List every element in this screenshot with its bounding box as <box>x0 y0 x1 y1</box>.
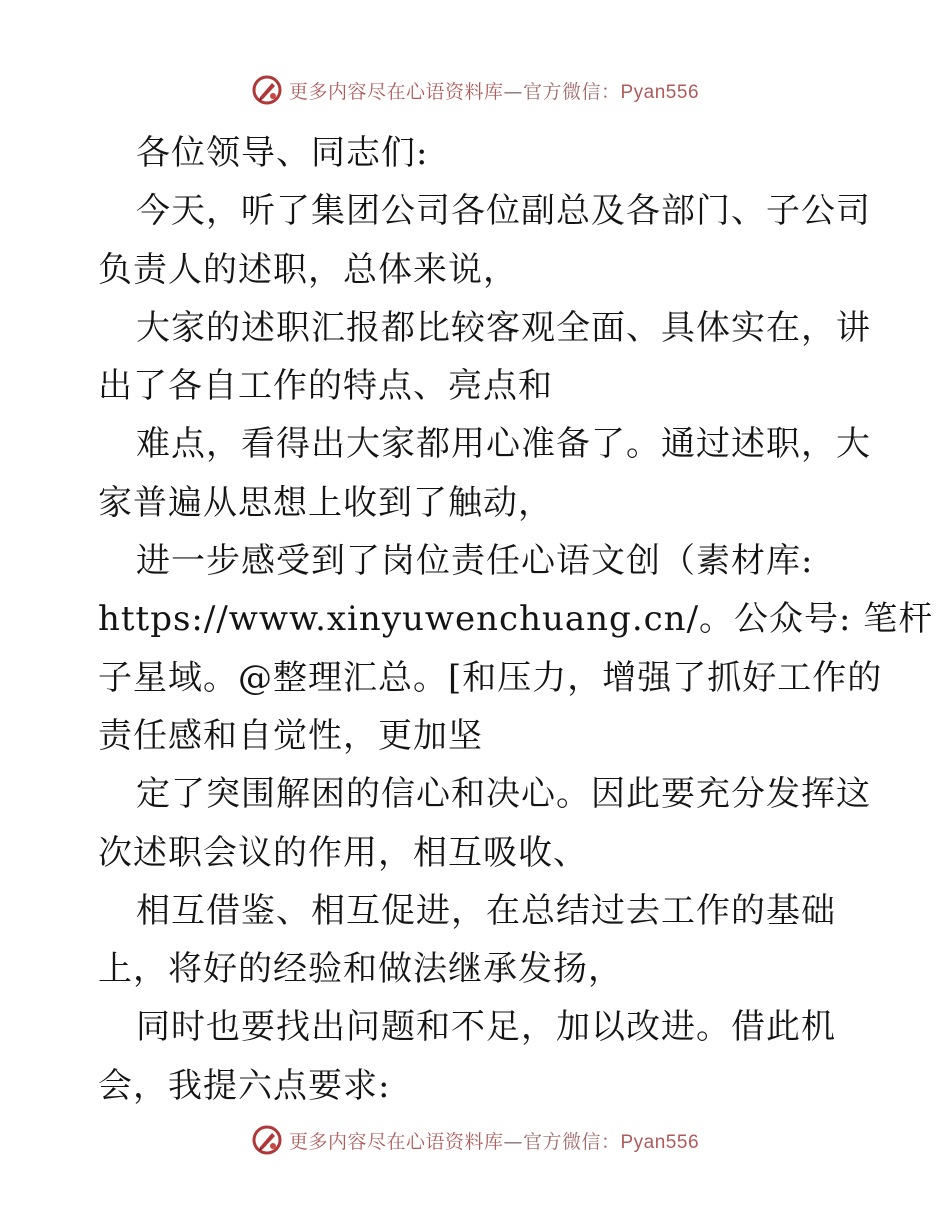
paragraph-line: 今天，听了集团公司各位副总及各部门、子公司 <box>136 191 871 232</box>
paragraph-line: 同时也要找出问题和不足，加以改进。借此机 <box>136 1007 836 1048</box>
footer-banner <box>0 1120 950 1160</box>
header-separator: — <box>503 80 523 103</box>
paragraph-line: 上，将好的经验和做法继承发扬， <box>98 949 623 990</box>
header-text <box>289 77 699 104</box>
paragraph-line: 家普遍从思想上收到了触动， <box>98 482 553 523</box>
paragraph-line: 各位领导、同志们: <box>136 133 429 173</box>
footer-wechat-id: Pyan556 <box>620 1131 700 1153</box>
paragraph-line: 负责人的述职，总体来说， <box>98 249 518 290</box>
paragraph-line: 责任感和自觉性，更加坚 <box>98 715 483 756</box>
paragraph-line: 子星域。@整理汇总。[和压力，增强了抓好工作的 <box>98 657 883 698</box>
pen-logo-icon <box>251 74 283 106</box>
paragraph-line: 大家的述职汇报都比较客观全面、具体实在，讲 <box>136 307 871 348</box>
footer-main-text: 更多内容尽在心语资料库 <box>288 1130 504 1153</box>
footer-text <box>289 1127 699 1154</box>
paragraph-line: 相互借鉴、相互促进，在总结过去工作的基础 <box>136 890 836 931</box>
paragraph-line: 定了突围解困的信心和决心。因此要充分发挥这 <box>136 774 871 815</box>
paragraph-line: https://www.xinyuwenchuang.cn/。公众号: 笔杆 <box>98 599 934 640</box>
paragraph-line: 出了各自工作的特点、亮点和 <box>98 366 553 407</box>
footer-separator: — <box>503 1130 523 1153</box>
header-wechat-label: 官方微信： <box>522 80 621 103</box>
footer-wechat-label: 官方微信： <box>522 1130 621 1153</box>
document-body <box>98 124 934 1115</box>
header-banner <box>0 70 950 110</box>
paragraph-line: 进一步感受到了岗位责任心语文创（素材库: <box>136 541 814 582</box>
header-main-text: 更多内容尽在心语资料库 <box>288 80 504 103</box>
header-wechat-id: Pyan556 <box>620 81 700 103</box>
paragraph-line: 难点，看得出大家都用心准备了。通过述职，大 <box>136 424 871 465</box>
pen-logo-icon <box>251 1124 283 1156</box>
paragraph-line: 会，我提六点要求: <box>98 1065 391 1106</box>
paragraph-line: 次述职会议的作用，相互吸收、 <box>98 832 588 873</box>
